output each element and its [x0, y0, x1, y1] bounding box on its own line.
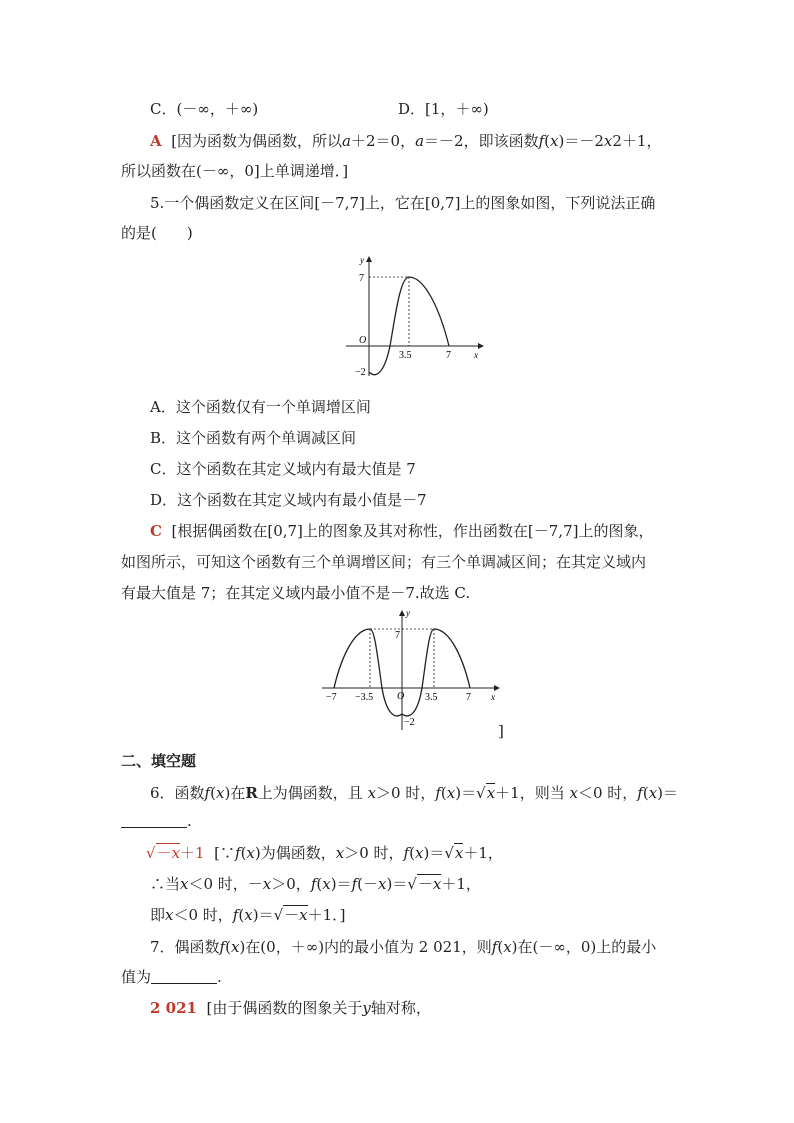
var-x: x [244, 906, 253, 924]
answer-blank [121, 813, 187, 828]
text: ＋2＝0， [351, 132, 416, 150]
var-x: x [246, 844, 255, 862]
var-f: f [232, 906, 239, 924]
x-label: x [474, 350, 478, 360]
var-x: x [299, 906, 308, 924]
tick-7-x: 7 [446, 350, 451, 361]
q6-answer: √－x＋1 [146, 844, 205, 862]
text: )＝ [386, 875, 408, 893]
tick-7-y: 7 [395, 630, 400, 641]
tick-neg2-y: −2 [355, 367, 366, 378]
text: ＝ [429, 844, 445, 862]
text: [由于偶函数的图象关于 [206, 999, 363, 1017]
text: ＞0 时， [344, 844, 404, 862]
text: ∴当 [150, 875, 181, 893]
origin-label: O [359, 335, 367, 346]
tick-neg3.5-x: −3.5 [355, 692, 374, 703]
q5-graph-half [340, 250, 490, 382]
text: ＝ [258, 906, 274, 924]
text: [∵ [214, 844, 235, 862]
text: (－ [357, 875, 378, 893]
tick-7-y: 7 [359, 273, 364, 284]
var-a: a [342, 132, 351, 150]
q5-option-b: B．这个函数有两个单调减区间 [150, 429, 357, 447]
q5-option-c: C．这个函数在其定义域内有最大值是 7 [150, 460, 416, 478]
q5-option-a: A．这个函数仅有一个单调增区间 [150, 398, 371, 416]
text: － [284, 906, 300, 924]
y-axis-arrow [399, 610, 405, 616]
text: ＋1 [180, 844, 205, 862]
q6-solution-line2: ∴当x＜0 时，－x＞0，f(x)＝f(－x)＝√－x＋1， [150, 875, 481, 893]
text: ＞0 时， [376, 784, 436, 802]
text: [根据偶函数在[0,7]上的图象及其对称性，作出函数在[－7,7]上的图象， [171, 522, 654, 540]
text: ＜0 时，－ [188, 875, 263, 893]
q7-stem-line2: 值为 . [121, 968, 222, 986]
var-x: x [180, 875, 189, 893]
text: ＋1．] [307, 906, 346, 924]
text: ＋1， [441, 875, 481, 893]
var-x: x [648, 784, 658, 802]
sqrt-neg-x [156, 843, 180, 862]
text: ( [544, 132, 551, 150]
text: 轴对称， [370, 999, 431, 1017]
var-x: x [446, 784, 456, 802]
text: 在 [230, 784, 246, 802]
y-axis-arrow [366, 256, 372, 262]
var-f: f [435, 784, 441, 802]
var-a: a [415, 132, 425, 150]
sqrt-x: x [486, 784, 496, 802]
q5-answer-close: ] [498, 722, 504, 740]
q5-answer-letter: C [150, 522, 162, 540]
text: ＝－2，即该函数 [424, 132, 539, 150]
var-x: x [230, 938, 240, 956]
var-x: x [378, 875, 387, 893]
var-x: x [262, 875, 272, 893]
var-x: x [171, 844, 181, 862]
var-f: f [310, 875, 317, 893]
text: ＋1， [463, 844, 503, 862]
var-x: x [215, 784, 225, 802]
text: 上为偶函数，且 [257, 784, 363, 802]
var-x: x [603, 132, 613, 150]
var-x: x [367, 784, 377, 802]
var-f: f [235, 844, 241, 862]
var-x: x [432, 875, 442, 893]
set-R: R [245, 784, 258, 802]
var-x: x [569, 784, 578, 802]
q5-stem-line1: 5.一个偶函数定义在区间[－7,7]上，它在[0,7]上的图象如图，下列说法正确 [150, 194, 656, 212]
q7-solution-line1 [150, 997, 431, 1018]
q4-answer-line1 [150, 130, 661, 151]
x-axis-arrow [478, 343, 484, 349]
section-title: 二、填空题 [121, 752, 197, 770]
text: 值为 [121, 968, 152, 986]
q6-solution-line1: √－x＋1 [∵f(x)为偶函数，x＞0 时，f(x)＝√x＋1， [146, 844, 503, 862]
var-f: f [637, 784, 643, 802]
text: ＞0， [271, 875, 311, 893]
tick-3.5-x: 3.5 [425, 692, 438, 703]
var-f: f [351, 875, 358, 893]
q4-answer-line2: 所以函数在(－∞，0]上单调递增．] [121, 162, 349, 180]
text: )＝－2 [558, 132, 604, 150]
q5-answer-line1 [150, 520, 653, 541]
text: [因为函数为偶函数，所以 [171, 132, 343, 150]
tick-neg2-y: −2 [404, 717, 415, 728]
q4-answer-letter: A [150, 132, 162, 150]
q5-option-d: D．这个函数在其定义域内有最小值是－7 [150, 491, 427, 509]
text: ＜0 时， [173, 906, 233, 924]
text: 即 [150, 906, 166, 924]
var-x: x [165, 906, 174, 924]
q6-blank: . [121, 812, 192, 830]
text: 为偶函数， [260, 844, 336, 862]
text: 6．函数 [150, 784, 205, 802]
var-y: y [362, 999, 371, 1017]
text: － [156, 844, 172, 862]
text: ＜0 时， [577, 784, 638, 802]
var-f: f [538, 132, 545, 150]
var-x: x [503, 938, 512, 956]
tick-neg7-x: −7 [326, 692, 337, 703]
tick-3.5-x: 3.5 [399, 350, 412, 361]
text: ＝ [461, 784, 477, 802]
q5-stem-line2: 的是( ) [121, 224, 193, 242]
q4-option-c: C．(－∞，＋∞) [150, 100, 259, 118]
text: ＋1，则当 [495, 784, 565, 802]
text: ＝ [663, 784, 679, 802]
answer-blank [151, 969, 217, 984]
q6-stem-line1: 6．函数f(x)在R上为偶函数，且 x＞0 时，f(x)＝√x＋1，则当 x＜0 时，f(x)＝ [150, 784, 679, 802]
q4-option-d: D．[1，＋∞) [398, 100, 489, 118]
sqrt-neg-x [417, 874, 441, 893]
origin-label: O [397, 691, 405, 702]
var-f: f [403, 844, 410, 862]
q5-graph-full [318, 606, 504, 738]
y-label: y [360, 255, 364, 265]
q6-solution-line3: 即x＜0 时，f(x)＝√－x＋1．] [150, 906, 346, 924]
q7-stem-line1: 7．偶函数f(x)在(0，＋∞)内的最小值为 2 021，则f(x)在(－∞，0)上的最小 [150, 938, 657, 956]
var-x: x [322, 875, 331, 893]
var-x: x [550, 132, 559, 150]
var-x: x [335, 844, 345, 862]
q7-answer: 2 021 [150, 999, 197, 1017]
tick-7-x: 7 [466, 692, 471, 703]
x-axis-arrow [494, 685, 500, 691]
var-f: f [204, 784, 211, 802]
text: 2＋1， [612, 132, 662, 150]
text: ＝ [336, 875, 352, 893]
var-f: f [219, 938, 226, 956]
text: 在(－∞，0)上的最小 [517, 938, 657, 956]
q5-answer-line3: 有最大值是 7；在其定义域内最小值不是－7.故选 C. [121, 584, 471, 602]
q5-answer-line2: 如图所示，可知这个函数有三个单调增区间；有三个单调减区间；在其定义域内 [121, 553, 647, 571]
var-f: f [491, 938, 498, 956]
var-x: x [414, 844, 424, 862]
sqrt-neg-x [283, 905, 307, 924]
text: － [417, 875, 433, 893]
text: 7．偶函数 [150, 938, 220, 956]
sqrt-x: x [454, 844, 464, 862]
x-label: x [491, 692, 495, 702]
y-label: y [406, 608, 410, 618]
text: 在(0，＋∞)内的最小值为 2 021，则 [245, 938, 492, 956]
